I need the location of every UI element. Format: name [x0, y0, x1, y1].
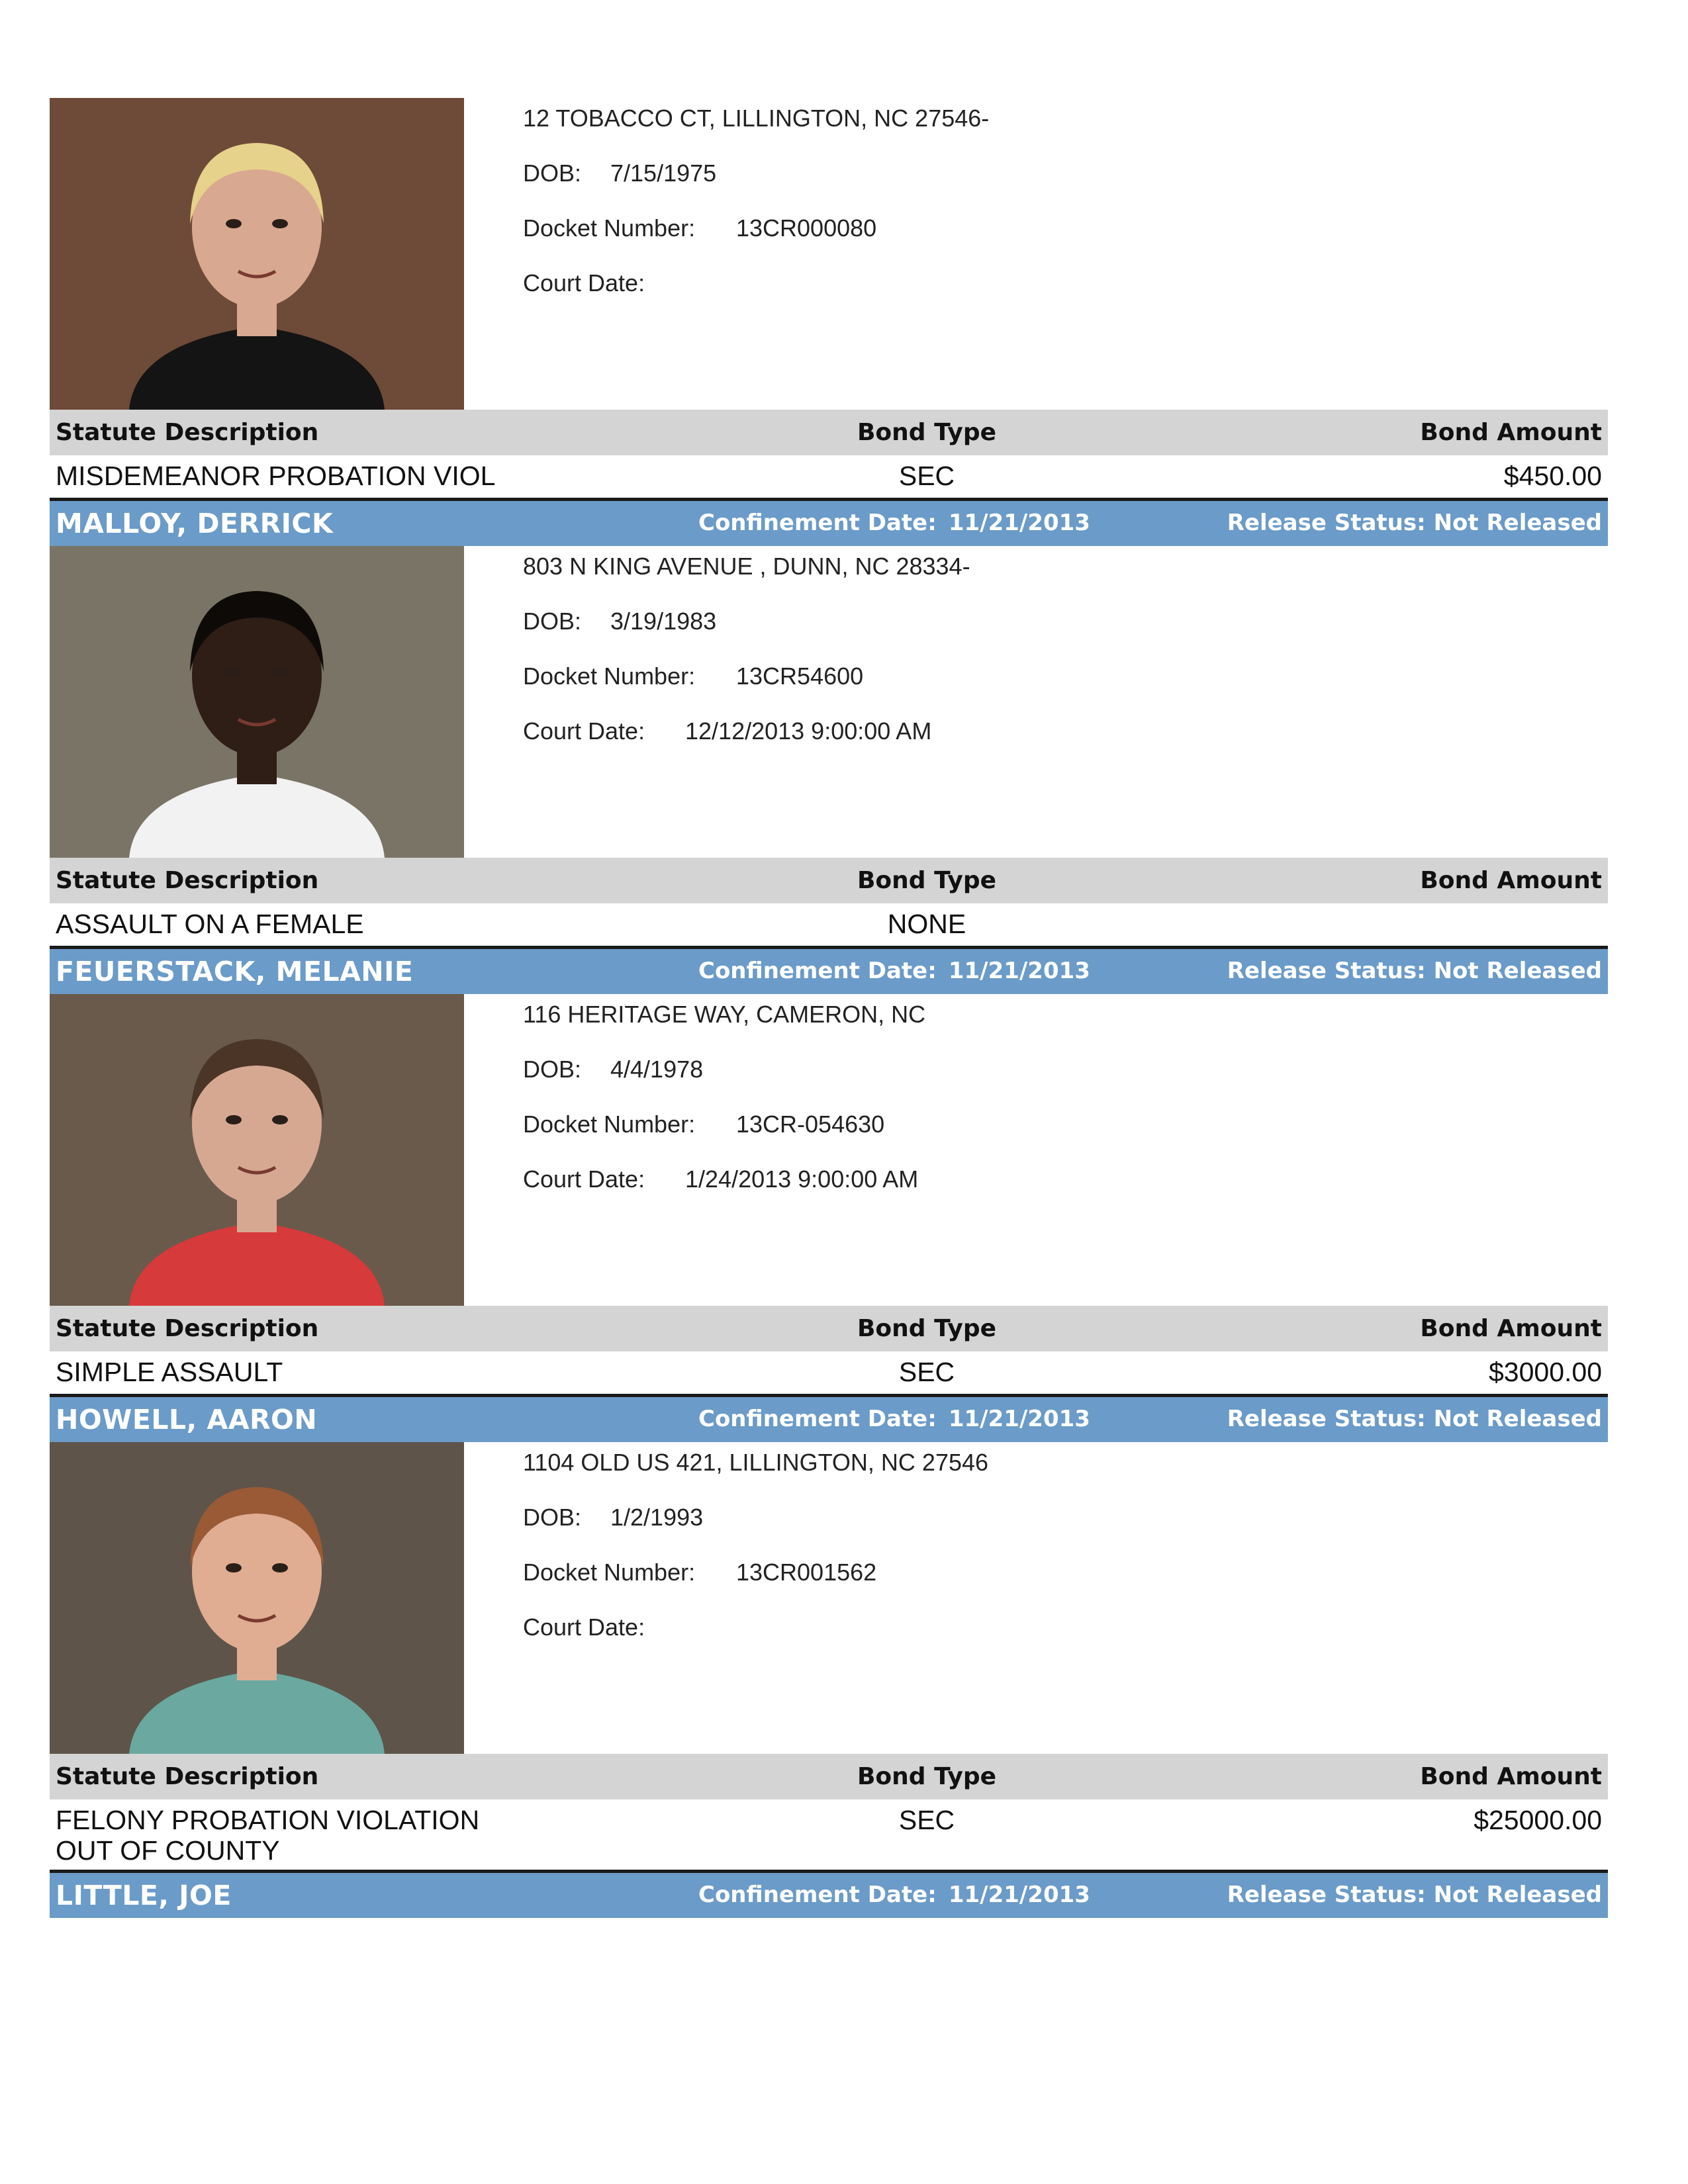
bond-type: SEC [898, 1805, 955, 1835]
dob-value: 7/15/1975 [610, 159, 717, 187]
dob-row [523, 608, 717, 635]
confinement-date [698, 1882, 1090, 1908]
court-date-value: 1/24/2013 9:00:00 AM [685, 1165, 919, 1193]
docket-label: Docket Number: [523, 1111, 696, 1138]
dob-value: 4/4/1978 [610, 1056, 704, 1083]
mugshot-photo [50, 98, 464, 410]
release-status: Release Status: Not Released [1227, 1406, 1602, 1432]
bond-amount-header: Bond Amount [1420, 1763, 1602, 1790]
confinement-value: 11/21/2013 [948, 1406, 1090, 1432]
charges-header [50, 858, 1608, 903]
dob-label: DOB: [523, 1504, 582, 1531]
court-date-label: Court Date: [523, 1165, 645, 1193]
inmate-report [50, 98, 1608, 1918]
court-date-row [523, 717, 932, 745]
confinement-label: Confinement Date: [698, 1406, 937, 1432]
bond-type-header: Bond Type [857, 867, 997, 894]
confinement-label: Confinement Date: [698, 1882, 937, 1908]
address: 116 HERITAGE WAY, CAMERON, NC [523, 1001, 926, 1028]
inmate-name[interactable]: LITTLE, JOE [56, 1880, 232, 1911]
docket-row [523, 1111, 885, 1138]
court-date-label: Court Date: [523, 269, 645, 296]
docket-row [523, 1559, 877, 1586]
bond-amount-header: Bond Amount [1420, 867, 1602, 894]
address: 12 TOBACCO CT, LILLINGTON, NC 27546- [523, 105, 990, 132]
statute-description: ASSAULT ON A FEMALE [56, 909, 364, 939]
docket-label: Docket Number: [523, 662, 696, 690]
docket-label: Docket Number: [523, 214, 696, 242]
statute-description: SIMPLE ASSAULT [56, 1357, 283, 1387]
bond-amount-header: Bond Amount [1420, 419, 1602, 446]
charges-header [50, 1306, 1608, 1351]
confinement-value: 11/21/2013 [948, 958, 1090, 984]
court-date-value: 12/12/2013 9:00:00 AM [685, 717, 932, 745]
docket-label: Docket Number: [523, 1559, 696, 1586]
bond-amount: $450.00 [1503, 461, 1602, 491]
dob-value: 1/2/1993 [610, 1504, 704, 1531]
release-status: Release Status: Not Released [1227, 510, 1602, 536]
court-date-row [523, 269, 645, 297]
confinement-label: Confinement Date: [698, 958, 937, 984]
confinement-date [698, 958, 1090, 984]
dob-label: DOB: [523, 608, 582, 635]
bond-type: SEC [898, 461, 955, 491]
bond-type: SEC [898, 1357, 955, 1387]
charge-row [50, 903, 1608, 949]
dob-row [523, 159, 717, 187]
bond-type-header: Bond Type [857, 1315, 997, 1342]
court-date-label: Court Date: [523, 1614, 645, 1641]
court-date-row [523, 1165, 919, 1193]
bond-amount: $25000.00 [1474, 1805, 1602, 1835]
confinement-label: Confinement Date: [698, 510, 937, 536]
confinement-date [698, 1406, 1090, 1432]
inmate-detail [50, 98, 1608, 410]
bond-type-header: Bond Type [857, 1763, 997, 1790]
inmate-name[interactable]: MALLOY, DERRICK [56, 508, 334, 539]
inmate-detail [50, 546, 1608, 858]
statute-header: Statute Description [56, 1763, 319, 1790]
mugshot-photo [50, 546, 464, 858]
inmate-name-bar [50, 501, 1608, 546]
bond-type-header: Bond Type [857, 419, 997, 446]
statute-header: Statute Description [56, 1315, 319, 1342]
charge-row [50, 455, 1608, 501]
inmate-name-bar [50, 1397, 1608, 1442]
charges-header [50, 1754, 1608, 1799]
mugshot-photo [50, 994, 464, 1306]
release-status: Release Status: Not Released [1227, 1882, 1602, 1908]
docket-value: 13CR001562 [736, 1559, 877, 1586]
bond-amount: $3000.00 [1488, 1357, 1602, 1387]
court-date-row [523, 1614, 645, 1641]
inmate-name-bar [50, 949, 1608, 994]
mugshot-photo [50, 1442, 464, 1754]
inmate-name-bar [50, 1873, 1608, 1918]
dob-value: 3/19/1983 [610, 608, 717, 635]
docket-row [523, 662, 864, 690]
docket-row [523, 214, 877, 242]
bond-amount-header: Bond Amount [1420, 1315, 1602, 1342]
court-date-label: Court Date: [523, 717, 645, 745]
bond-type: NONE [887, 909, 966, 939]
address: 1104 OLD US 421, LILLINGTON, NC 27546 [523, 1449, 989, 1476]
confinement-value: 11/21/2013 [948, 1882, 1090, 1908]
statute-line-2: OUT OF COUNTY [56, 1835, 280, 1866]
docket-value: 13CR-054630 [736, 1111, 885, 1138]
confinement-date [698, 510, 1090, 536]
statute-line-1: FELONY PROBATION VIOLATION [56, 1805, 480, 1835]
inmate-name[interactable]: HOWELL, AARON [56, 1404, 318, 1435]
docket-value: 13CR54600 [736, 662, 864, 690]
charge-row [50, 1799, 1608, 1873]
charge-row [50, 1351, 1608, 1397]
inmate-detail [50, 994, 1608, 1306]
statute-description: MISDEMEANOR PROBATION VIOL [56, 461, 496, 491]
statute-description [56, 1805, 651, 1866]
dob-label: DOB: [523, 159, 582, 187]
docket-value: 13CR000080 [736, 214, 877, 242]
charges-header [50, 410, 1608, 455]
inmate-detail [50, 1442, 1608, 1754]
dob-row [523, 1056, 704, 1083]
statute-header: Statute Description [56, 419, 319, 446]
dob-label: DOB: [523, 1056, 582, 1083]
inmate-name[interactable]: FEUERSTACK, MELANIE [56, 956, 414, 987]
confinement-value: 11/21/2013 [948, 510, 1090, 536]
statute-header: Statute Description [56, 867, 319, 894]
address: 803 N KING AVENUE , DUNN, NC 28334- [523, 553, 970, 580]
dob-row [523, 1504, 704, 1531]
release-status: Release Status: Not Released [1227, 958, 1602, 984]
